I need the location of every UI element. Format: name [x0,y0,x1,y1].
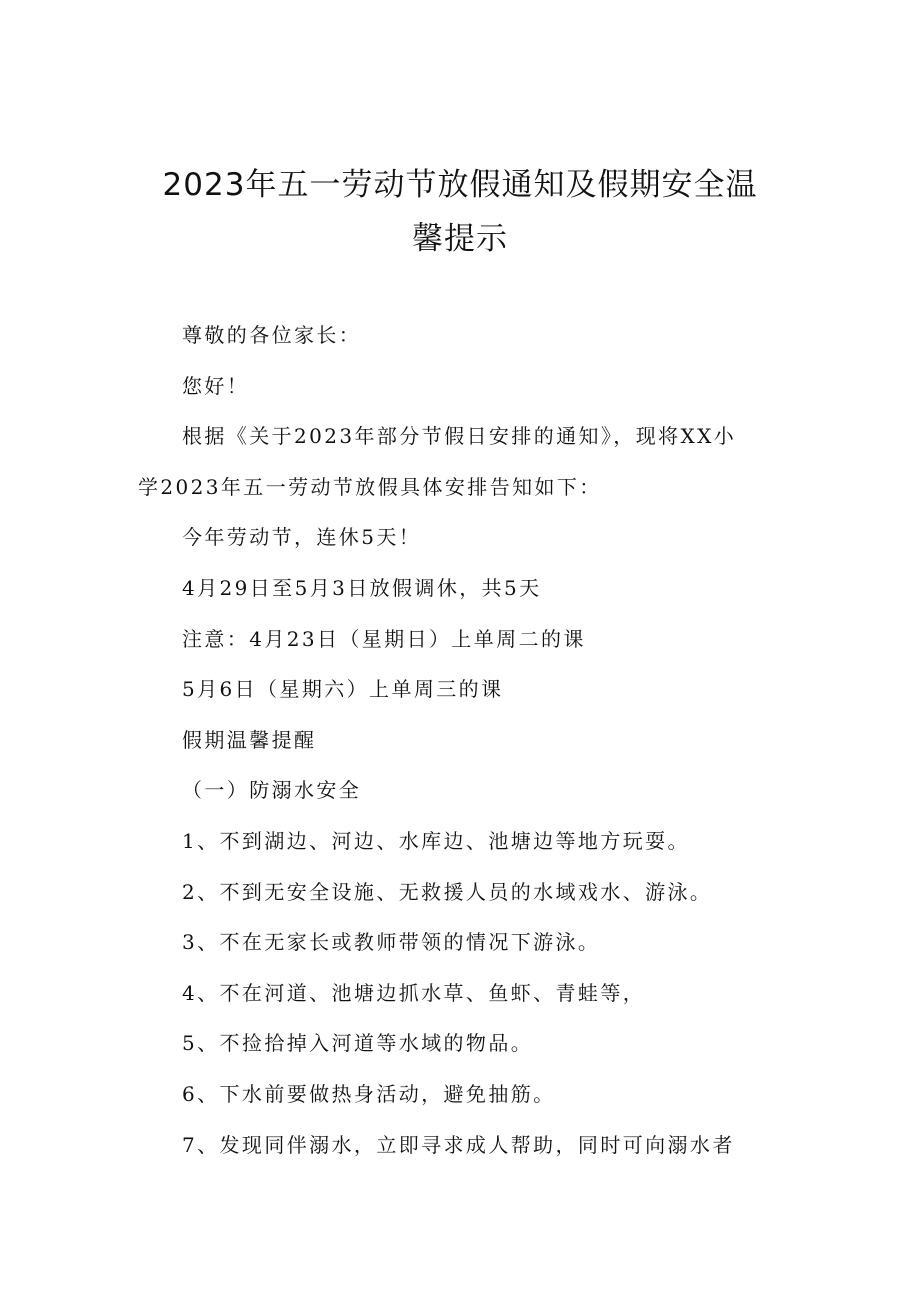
makeup-day-1: 注意：4月23日（星期日）上单周二的课 [182,626,586,651]
title-line-2: 馨提示 [412,221,508,257]
reminder-heading: 假期温馨提醒 [182,727,317,752]
makeup-day-2: 5月6日（星期六）上单周三的课 [182,677,504,702]
greeting: 您好！ [182,373,250,398]
list-item: 7、发现同伴溺水，立即寻求成人帮助，同时可向溺水者 [182,1132,735,1157]
section-heading-drowning: （一）防溺水安全 [182,778,362,803]
intro-line-1: 根据《关于2023年部分节假日安排的通知》，现将XX小 [182,424,737,449]
holiday-dates: 4月29日至5月3日放假调休，共5天 [182,575,542,600]
list-item: 5、不捡拾掉入河道等水域的物品。 [182,1031,534,1056]
list-item: 1、不到湖边、河边、水库边、池塘边等地方玩耍。 [182,828,690,853]
intro-line-2: 学2023年五一劳动节放假具体安排告知如下： [138,474,602,499]
document-title [100,158,820,266]
list-item: 4、不在河道、池塘边抓水草、鱼虾、青蛙等， [182,980,646,1005]
list-item: 3、不在无家长或教师带领的情况下游泳。 [182,930,601,955]
list-item: 2、不到无安全设施、无救援人员的水域戏水、游泳。 [182,879,713,904]
salutation: 尊敬的各位家长： [182,323,362,347]
title-line-1: 2023年五一劳动节放假通知及假期安全温 [162,167,758,203]
holiday-summary: 今年劳动节，连休5天！ [182,525,422,550]
list-item: 6、下水前要做热身活动，避免抽筋。 [182,1081,556,1106]
document-body [138,310,788,1170]
